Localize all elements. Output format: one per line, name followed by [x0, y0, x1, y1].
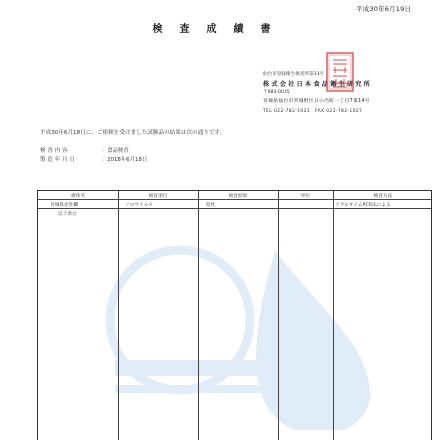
table-column-divider [198, 191, 199, 440]
issuer-zip: 〒983-0035 [263, 90, 290, 95]
table-cell-result: 陰性 [206, 203, 216, 208]
table-header-item: 検査項目 [148, 194, 168, 199]
table-header-divider [38, 199, 431, 200]
table-end-note: 以下余白 [58, 212, 77, 217]
inspection-content-label: 検査内容 [40, 148, 70, 154]
inspection-content-value: ：食品検査 [101, 148, 129, 154]
table-cell-method: リアルタイムPCR法による [335, 203, 391, 208]
issuer-company: 株式会社日本食品衛生研究所 [263, 81, 373, 88]
table-row-divider [38, 208, 431, 209]
table-header-unit: 単位 [300, 194, 311, 199]
table-cell-item: ノロウイルス [125, 203, 153, 208]
issuer-address: 宮城県仙台市宮城野区日の出町一丁目7番14号 [263, 99, 370, 104]
table-column-divider [333, 191, 334, 440]
issuer-phone: TEL 022-782-1021 FAX 022-782-1027 [263, 109, 363, 114]
inspection-content-row [40, 146, 129, 154]
table-header-method: 検査方法 [373, 194, 393, 199]
table-header-result: 検査結果 [228, 194, 248, 199]
table-column-divider [118, 191, 119, 440]
manufacture-date-label: 製造年月日 [40, 157, 77, 163]
manufacture-date-value: ：2018年6月18日 [101, 157, 148, 163]
table-header-sample: 検体名 [70, 194, 86, 199]
document-date: 平成30年6月19日 [356, 5, 412, 13]
manufacture-date-row [40, 155, 147, 163]
table-column-divider [278, 191, 279, 440]
document-title: 検査成績書 [152, 24, 288, 35]
table-cell-sample: 宮城県産牡蠣 [50, 203, 79, 208]
issuer-association: 仙台市登録衛生検査所第33号 [263, 72, 324, 77]
intro-text: 平成30年6月18日に、ご依頼を受けました試験品の結果は次の通りです。 [40, 130, 226, 136]
company-seal-stamp [326, 52, 354, 92]
results-table [37, 190, 432, 440]
